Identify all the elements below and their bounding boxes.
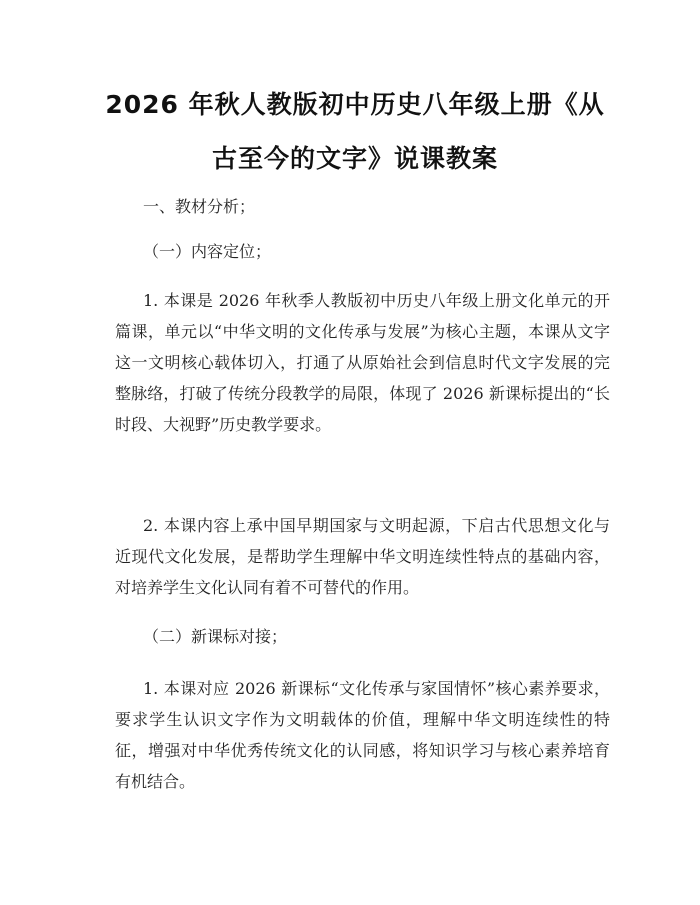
paragraph-positioning-1: 1. 本课是 2026 年秋季人教版初中历史八年级上册文化单元的开篇课，单元以“中华文明的文化传承与发展”为核心主题，本课从文字这一文明核心载体切入，打通了从原始社会到信息时代文字发展的完整脉络，打破了传统分段教学的局限，体现了 2026 新课标提出的“长时段、大视野”历史教学要求。 bbox=[115, 291, 610, 434]
paragraph-curriculum-1: 1. 本课对应 2026 新课标“文化传承与家国情怀”核心素养要求，要求学生认识文字作为文明载体的价值，理解中华文明连续性的特征，增强对中华优秀传统文化的认同感，将知识学习与核心素养培育有机结合。 bbox=[115, 679, 610, 791]
paragraph-positioning-2: 2. 本课内容上承中国早期国家与文明起源，下启古代思想文化与近现代文化发展，是帮助学生理解中华文明连续性特点的基础内容，对培养学生文化认同有着不可替代的作用。 bbox=[115, 516, 610, 597]
document-title: 2026 年秋人教版初中历史八年级上册《从古至今的文字》说课教案 bbox=[105, 90, 605, 173]
subsection-heading-curriculum-alignment: （二）新课标对接； bbox=[143, 627, 288, 646]
subsection-heading-content-positioning: （一）内容定位； bbox=[143, 242, 272, 261]
section-heading-textbook-analysis: 一、教材分析； bbox=[143, 197, 256, 216]
